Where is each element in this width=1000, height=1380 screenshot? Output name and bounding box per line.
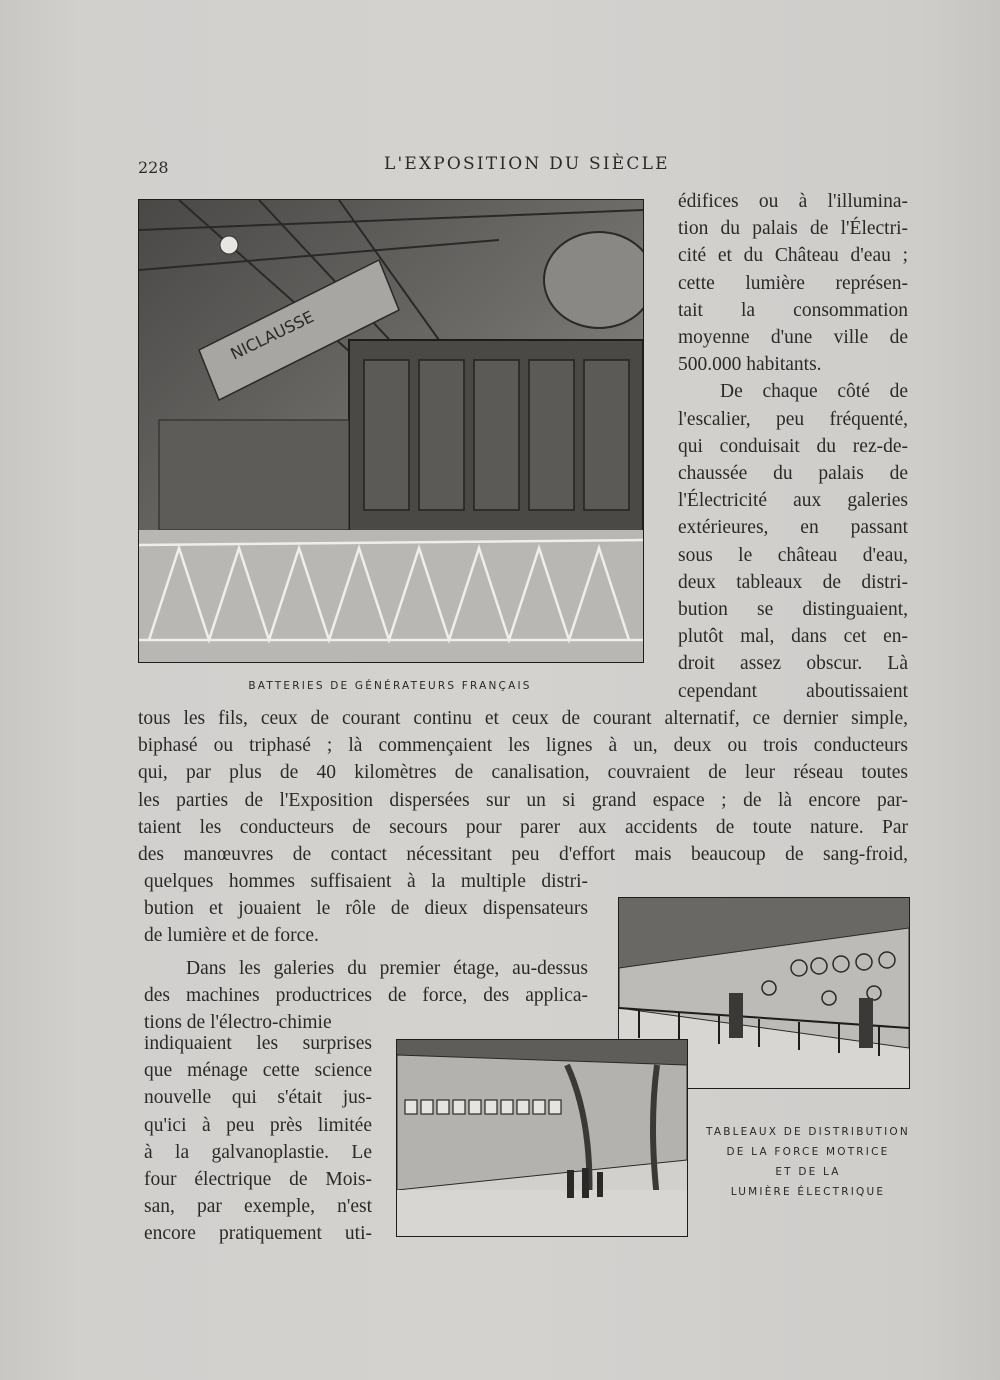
illustration-switchboard-lower [396,1039,688,1237]
caption-batteries: BATTERIES DE GÉNÉRATEURS FRANÇAIS [248,680,532,692]
running-title: L'EXPOSITION DU SIÈCLE [384,154,670,174]
page-number: 228 [138,158,169,177]
paragraph-left-column-a: quelques hommes suffisaient à la multiple distri- bution et jouaient le rôle de dieux dispensateurs de lumière et de force. Dans les galeries du premier étage, au-dessus des machines productrices de force, des applica- tions de l'électro-chimie [144,871,588,1034]
boiler-engraving [139,200,643,662]
steam-dome [544,232,643,328]
lamp-globe [220,236,238,254]
paragraph-right-column: édifices ou à l'illumina- tion du palais de l'Électri- cité et du Château d'eau ; cette lumière représen- tait la consommation moyenne d'une ville de 500.000 habitants. De chaque côté de l'escalier, peu fréquenté, qui conduisait du rez-de- chaussée du palais de l'Électricité aux galeries extérieures, en passant sous le château d'eau, deux tableaux de distri- bution se distinguaient, plutôt mal, dans cet en- droit assez obscur. Là cependant aboutissaient [678,191,908,702]
paragraph-left-column-b: indiquaient les surprises que ménage cette science nouvelle qui s'était jus- qu'ici à peu près limitée à la galvanoplastie. Le four électrique de Mois- san, par exemple, n'est encore pratiquement uti- [144,1033,372,1245]
caption-tableaux: TABLEAUX DE DISTRIBUTION DE LA FORCE MOTRICE ET DE LA LUMIÈRE ÉLECTRIQUE [706,1126,910,1198]
niclausse-sign: NICLAUSSE [227,306,317,364]
paragraph-full-width: tous les fils, ceux de courant continu et ceux de courant alternatif, ce dernier simple, biphasé ou triphasé ; là commençaient les lignes à un, deux ou trois conducteurs qui, par plus de 40 kilomètres de canalisation, couvraient de leur réseau toutes les parties de l'Exposition dispersées sur un si grand espace ; de là encore par- taient les conducteurs de secours pour parer aux accidents de toute nature. Par des manœuvres de contact nécessitant peu d'effort mais beaucoup de sang-froid, [138,708,908,866]
illustration-boiler-batteries [138,199,644,663]
switchboard-lower-engraving [397,1040,687,1236]
